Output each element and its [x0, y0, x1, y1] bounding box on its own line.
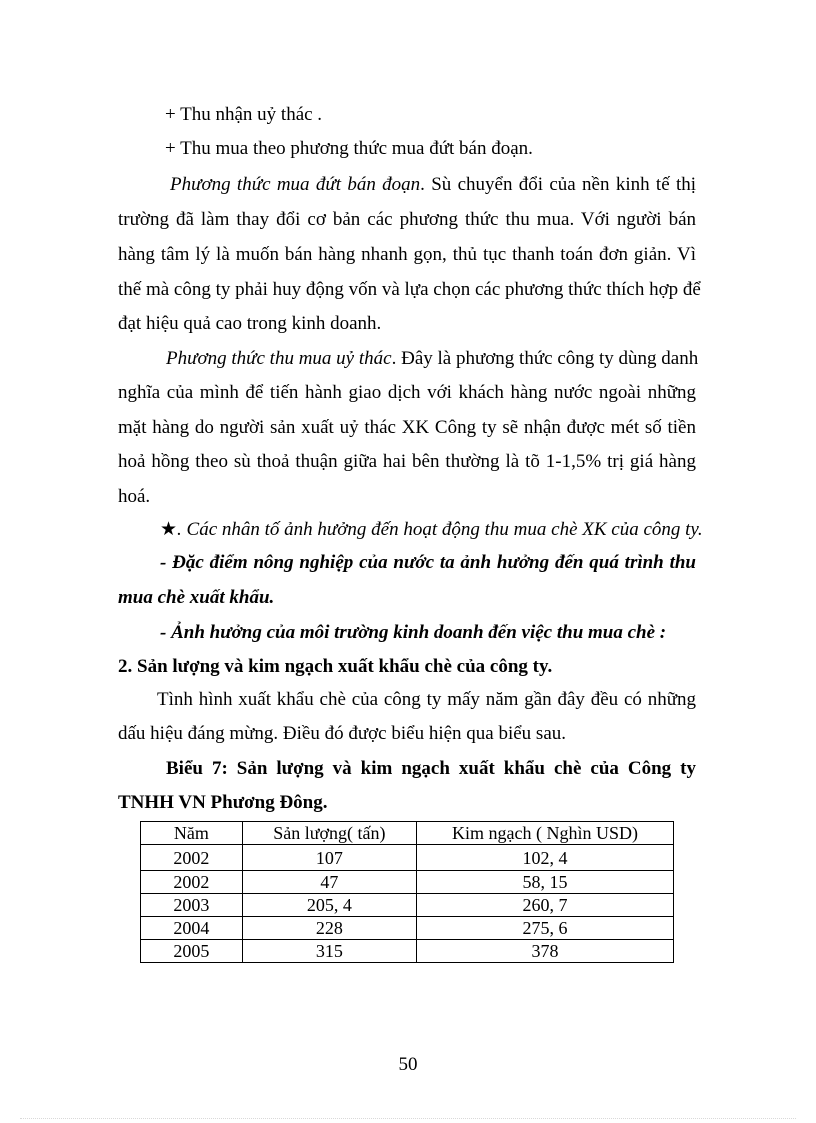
paragraph-trust-line-3: mặt hàng do người sản xuất uỷ thác XK Công ty sẽ nhận được mét số tiền [118, 417, 696, 438]
text-fragment: . Các nhân tố ảnh hưởng đến hoạt động thu mua chè XK của công ty. [177, 519, 703, 540]
paragraph-trust-line-4: hoả hồng theo sù thoả thuận giữa hai bên thường là tõ 1-1,5% trị giá hàng [118, 451, 696, 472]
cell-turnover: 58, 15 [417, 871, 674, 894]
cell-volume: 228 [242, 917, 416, 940]
paragraph-outright-line-1 [170, 173, 696, 197]
table-caption-line-2: TNHH VN Phương Đông. [118, 792, 328, 813]
cell-volume: 205, 4 [242, 894, 416, 917]
cell-turnover: 260, 7 [417, 894, 674, 917]
term-outright-purchase: Phương thức mua đứt bán đoạn [170, 174, 421, 195]
header-volume: Sản lượng( tấn) [242, 822, 416, 845]
table-caption-line-1: Biểu 7: Sản lượng và kim ngạch xuất khẩu chè của Công ty [166, 758, 696, 779]
cell-volume: 107 [242, 845, 416, 871]
factor-agriculture-line-2: mua chè xuất khẩu. [118, 587, 275, 608]
paragraph-outright-line-4: thế mà công ty phải huy động vốn và lựa chọn các phương thức thích hợp để [118, 279, 701, 300]
cell-year: 2002 [141, 845, 243, 871]
table-row [141, 894, 674, 917]
cell-year: 2002 [141, 871, 243, 894]
cell-year: 2003 [141, 894, 243, 917]
bullet-outright-purchase: + Thu mua theo phương thức mua đứt bán đoạn. [165, 138, 533, 159]
table-header-row [141, 822, 674, 845]
page-bottom-rule [20, 1118, 796, 1119]
cell-year: 2005 [141, 940, 243, 963]
paragraph-trust-line-2: nghĩa của mình để tiến hành giao dịch với khách hàng nước ngoài những [118, 382, 696, 403]
factor-agriculture-line-1: - Đặc điểm nông nghiệp của nước ta ảnh hưởng đến quá trình thu [160, 552, 696, 573]
text-fragment: . Đây là phương thức công ty dùng danh [391, 348, 699, 369]
table-row [141, 871, 674, 894]
page-number: 50 [398, 1054, 418, 1075]
factors-subheading [160, 518, 703, 542]
table-row [141, 845, 674, 871]
paragraph-trust-line-5: hoá. [118, 486, 151, 507]
section-heading-2: 2. Sản lượng và kim ngạch xuất khẩu chè của công ty. [118, 656, 553, 677]
cell-volume: 47 [242, 871, 416, 894]
table-row [141, 917, 674, 940]
paragraph-outright-line-2: trường đã làm thay đổi cơ bản các phương thức thu mua. Với người bán [118, 209, 696, 230]
header-turnover: Kim ngạch ( Nghìn USD) [417, 822, 674, 845]
paragraph-outright-line-5: đạt hiệu quả cao trong kinh doanh. [118, 313, 382, 334]
factor-business-environment: - Ảnh hưởng của môi trường kinh doanh đến việc thu mua chè : [160, 622, 667, 643]
cell-turnover: 378 [417, 940, 674, 963]
export-table [140, 821, 674, 963]
star-icon: ★ [160, 519, 178, 540]
paragraph-export-line-1: Tình hình xuất khẩu chè của công ty mấy năm gần đây đều có những [157, 689, 696, 710]
term-trust-purchase: Phương thức thu mua uỷ thác [166, 348, 392, 369]
text-fragment: . Sù chuyển đổi của nền kinh tế thị [420, 174, 696, 195]
cell-year: 2004 [141, 917, 243, 940]
cell-volume: 315 [242, 940, 416, 963]
cell-turnover: 275, 6 [417, 917, 674, 940]
bullet-trust-receipt: + Thu nhận uỷ thác . [165, 104, 323, 125]
paragraph-export-line-2: dấu hiệu đáng mừng. Điều đó được biểu hiện qua biểu sau. [118, 723, 567, 744]
paragraph-trust-line-1 [166, 347, 699, 371]
paragraph-outright-line-3: hàng tâm lý là muốn bán hàng nhanh gọn, thủ tục thanh toán đơn giản. Vì [118, 244, 696, 265]
header-year: Năm [141, 822, 243, 845]
table-row [141, 940, 674, 963]
cell-turnover: 102, 4 [417, 845, 674, 871]
